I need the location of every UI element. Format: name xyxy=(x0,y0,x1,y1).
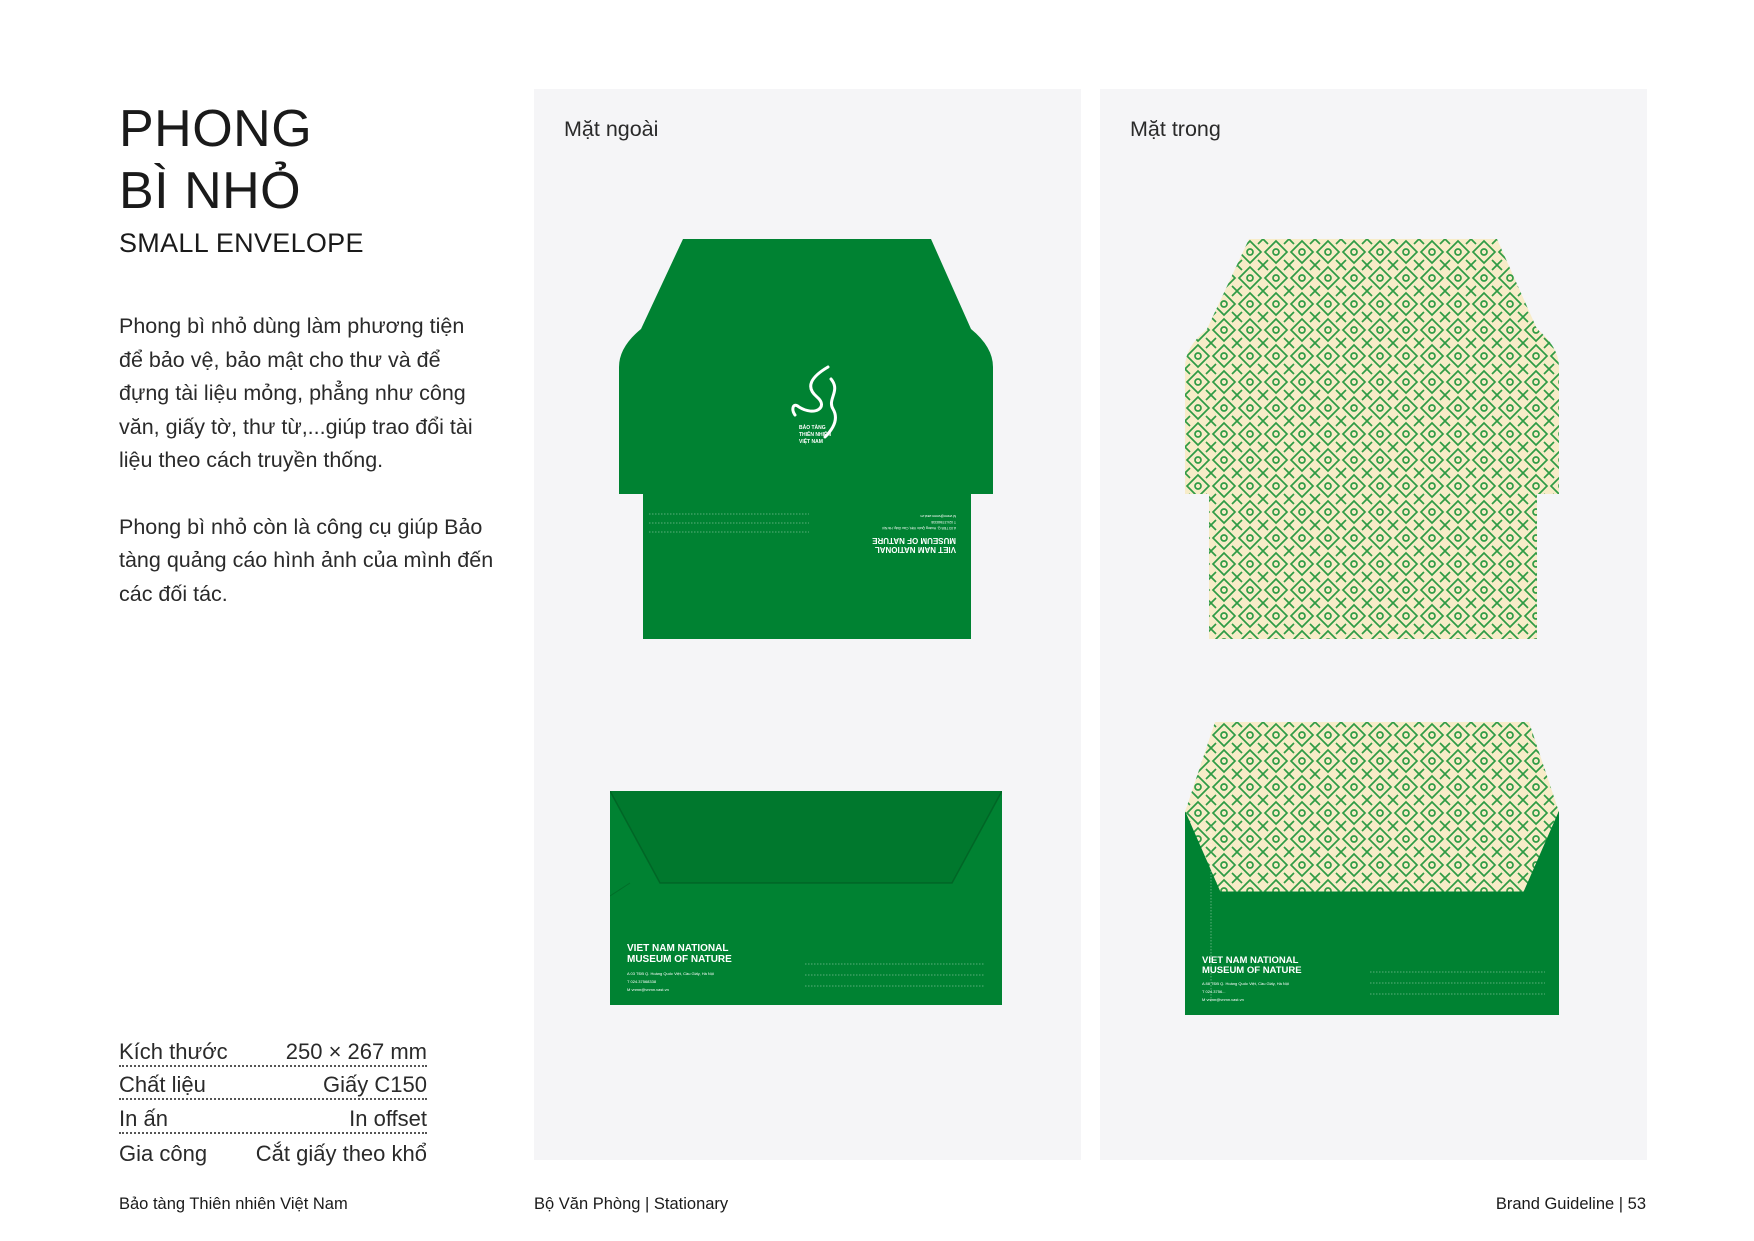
footer-museum-name: Bảo tàng Thiên nhiên Việt Nam xyxy=(119,1195,348,1213)
spec-value: 250 × 267 mm xyxy=(285,1038,427,1064)
outside-panel xyxy=(534,89,1081,1160)
pattern-body-shape xyxy=(1185,239,1559,639)
envelope-flap xyxy=(610,791,1002,883)
inside-panel-label: Mặt trong xyxy=(1130,117,1221,141)
open-envelope-inside xyxy=(1185,722,1559,1015)
museum-email: M vnmn@vnmn.vast.vn xyxy=(1202,997,1244,1002)
spec-value: Cắt giấy theo khổ xyxy=(255,1141,427,1166)
spec-row-size xyxy=(119,1033,427,1067)
museum-email: M vnmn@vnmn.vast.vn xyxy=(920,514,956,518)
unfolded-envelope-inside xyxy=(1185,239,1559,639)
spec-value: Giấy C150 xyxy=(323,1072,427,1097)
unfolded-envelope-outside xyxy=(619,239,993,639)
museum-name-line-1: VIET NAM NATIONAL xyxy=(1202,955,1299,966)
museum-name-line-1: VIET NAM NATIONAL xyxy=(874,545,956,554)
inner-pocket-pattern xyxy=(1185,812,1559,892)
page-title xyxy=(119,98,312,222)
museum-address: A 03 TĐB Q. Hoàng Quốc Việt, Cầu Giấy, Hà Nội xyxy=(882,526,956,530)
spec-row-material xyxy=(119,1067,427,1101)
museum-name-line-2: MUSEUM OF NATURE xyxy=(1202,965,1302,976)
museum-phone: T 024.3756... xyxy=(1202,989,1226,994)
museum-name-line-2: MUSEUM OF NATURE xyxy=(627,954,732,965)
spec-label: Gia công xyxy=(119,1141,208,1166)
museum-phone: T 024.37568338 xyxy=(627,979,657,984)
museum-phone: T 024.37568338 xyxy=(931,520,956,524)
logo-text-line-2: THIÊN NHIÊN xyxy=(799,432,831,438)
spec-value: In offset xyxy=(349,1105,427,1131)
footer-page-info: Brand Guideline | 53 xyxy=(1495,1195,1646,1213)
spec-row-finishing xyxy=(119,1134,427,1168)
museum-address: A 03 TĐB Q. Hoàng Quốc Việt, Cầu Giấy, Hà Nội xyxy=(627,971,714,976)
spec-label: Kích thước xyxy=(119,1038,228,1064)
closed-envelope-outside xyxy=(610,791,1002,1005)
footer-section: Bộ Văn Phòng | Stationary xyxy=(534,1195,729,1213)
museum-address: A 88 TĐB Q. Hoàng Quốc Việt, Cầu Giấy, Hà Nội xyxy=(1202,981,1289,986)
museum-name-line-1: VIET NAM NATIONAL xyxy=(627,943,729,954)
logo-text-line-3: VIỆT NAM xyxy=(799,439,823,445)
page-subtitle: SMALL ENVELOPE xyxy=(119,228,364,258)
page-title-line-1: PHONG xyxy=(119,100,313,158)
logo-text-line-1: BẢO TÀNG xyxy=(799,425,826,431)
museum-name-line-2: MUSEUM OF NATURE xyxy=(872,536,956,545)
spec-label: Chất liệu xyxy=(119,1072,206,1097)
page-title-line-2: BÌ NHỎ xyxy=(119,162,302,220)
spec-label: In ấn xyxy=(119,1105,168,1131)
spec-table xyxy=(119,1033,427,1167)
spec-row-printing xyxy=(119,1100,427,1134)
description-paragraph-2: Phong bì nhỏ còn là công cụ giúp Bảo tàng quảng cáo hình ảnh của mình đến các đối tác. xyxy=(119,514,494,606)
inside-panel xyxy=(1100,89,1647,1160)
museum-email: M vnmn@vnmn.vast.vn xyxy=(627,987,669,992)
description-paragraph-1: Phong bì nhỏ dùng làm phương tiện để bảo vệ, bảo mật cho thư và để đựng tài liệu mỏng, phẳng như công văn, giấy tờ, thư từ,...giúp trao đổi tài liệu theo cách truyền thống. xyxy=(119,314,473,472)
description xyxy=(119,310,494,644)
outside-panel-label: Mặt ngoài xyxy=(564,117,659,141)
